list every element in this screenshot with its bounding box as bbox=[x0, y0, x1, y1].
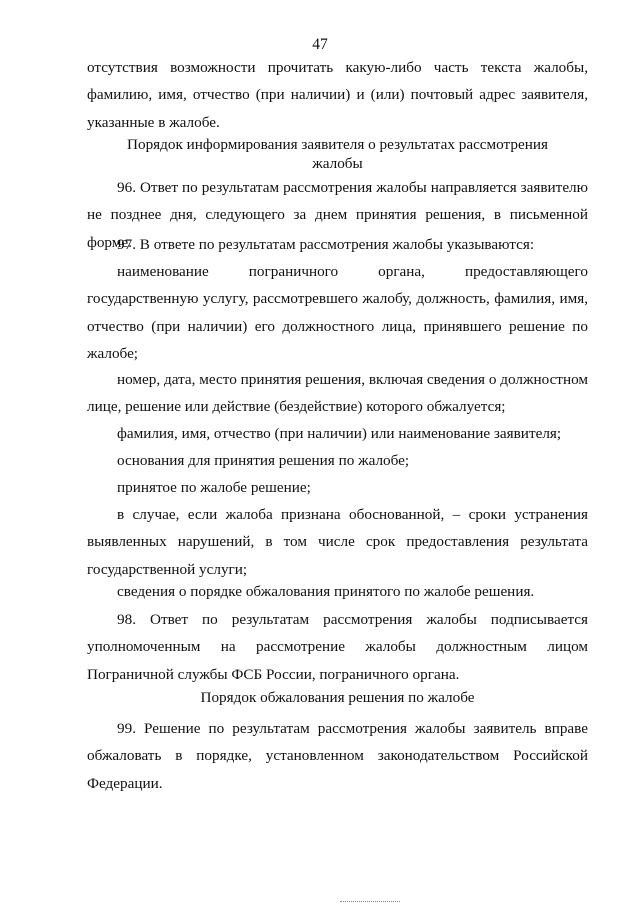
paragraph-99: 99. Решение по результатам рассмотрения жалобы заявитель вправе обжаловать в порядке, установленном законодательством Российской Федерации. bbox=[87, 720, 588, 792]
list-item-applicant-name: фамилия, имя, отчество (при наличии) или наименование заявителя; bbox=[117, 425, 562, 442]
section-heading-informing: Порядок информирования заявителя о результатах рассмотрения жалобы bbox=[127, 136, 548, 172]
list-item-decision: принятое по жалобе решение; bbox=[117, 479, 311, 496]
paragraph-continuation: отсутствия возможности прочитать какую-либо часть текста жалобы, фамилию, имя, отчество (при наличии) и (или) почтовый адрес заявителя, указанные в жалобе. bbox=[87, 59, 588, 131]
scan-artifact bbox=[340, 901, 400, 903]
list-item-decision-details: номер, дата, место принятия решения, включая сведения о должностном лице, решение или действие (бездействие) которого обжалуется; bbox=[87, 371, 588, 416]
paragraph-96: 96. Ответ по результатам рассмотрения жалобы направляется заявителю не позднее дня, следующего за днем принятия решения, в письменной форме. bbox=[87, 179, 588, 251]
list-item-organ-name: наименование пограничного органа, предоставляющего государственную услугу, рассмотревшего жалобу, должность, фамилия, имя, отчество (при наличии) его должностного лица, принявшего решение по жалобе; bbox=[87, 263, 588, 363]
list-item-remedy-terms: в случае, если жалоба признана обоснованной, – сроки устранения выявленных нарушений, в том числе срок предоставления результата государственной услуги; bbox=[87, 506, 588, 578]
paragraph-97: 97. В ответе по результатам рассмотрения жалобы указываются: bbox=[117, 236, 535, 253]
section-heading-appeal: Порядок обжалования решения по жалобе bbox=[200, 689, 475, 706]
list-item-appeal-procedure: сведения о порядке обжалования принятого по жалобе решения. bbox=[117, 583, 535, 600]
list-item-decision-grounds: основания для принятия решения по жалобе; bbox=[117, 452, 410, 469]
page-number: 47 bbox=[312, 36, 328, 53]
paragraph-98: 98. Ответ по результатам рассмотрения жалобы подписывается уполномоченным на рассмотрение жалобы должностным лицом Пограничной службы ФСБ России, пограничного органа. bbox=[87, 611, 588, 683]
